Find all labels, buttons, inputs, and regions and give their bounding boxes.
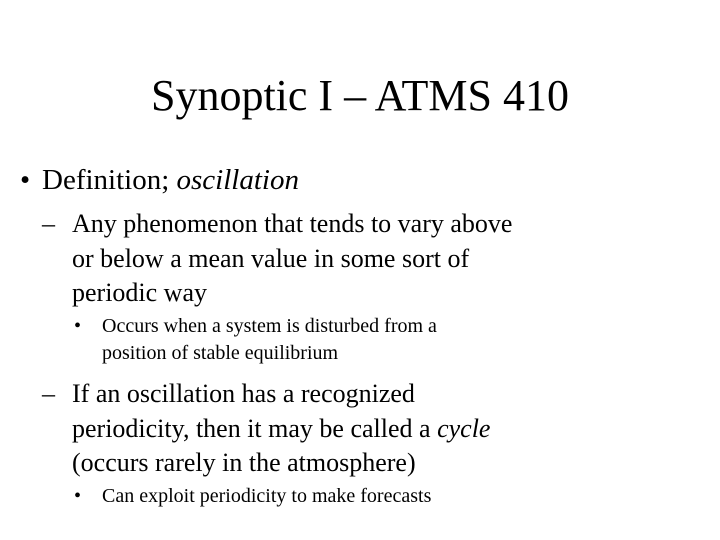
point-disturbed [74, 313, 674, 367]
bullet-lead-text: Definition; [42, 164, 177, 196]
bullet-lead-italic: oscillation [176, 164, 299, 196]
text-line: If an oscillation has a recognized [72, 379, 415, 408]
sub-bullet-cycle [42, 377, 682, 481]
text-segment: periodicity, then it may be called a [72, 413, 438, 443]
sub-bullet-text [42, 207, 682, 311]
point-text [74, 313, 674, 367]
text-line: Occurs when a system is disturbed from a [102, 315, 437, 337]
text-line: position of stable equilibrium [102, 342, 339, 364]
sub-bullet-text [42, 377, 682, 481]
sub-bullet-phenomenon [42, 207, 682, 311]
dot-marker: • [74, 485, 82, 507]
dot-marker: • [74, 315, 82, 337]
text-italic-cycle: cycle [437, 413, 491, 443]
text-line: Any phenomenon that tends to vary above [72, 209, 513, 238]
text-line: (occurs rarely in the atmosphere) [72, 448, 416, 477]
bullet-definition [20, 162, 299, 198]
point-text [74, 483, 674, 510]
dash-marker: – [42, 209, 55, 238]
bullet-marker: • [20, 164, 31, 196]
point-forecasts [74, 483, 674, 510]
text-line: Can exploit periodicity to make forecasts [102, 485, 432, 507]
text-line: or below a mean value in some sort of [72, 243, 470, 273]
text-line: periodic way [72, 278, 208, 307]
dash-marker: – [42, 379, 55, 408]
text-line-cycle [72, 412, 682, 447]
slide-title: Synoptic I – ATMS 410 [150, 71, 570, 120]
